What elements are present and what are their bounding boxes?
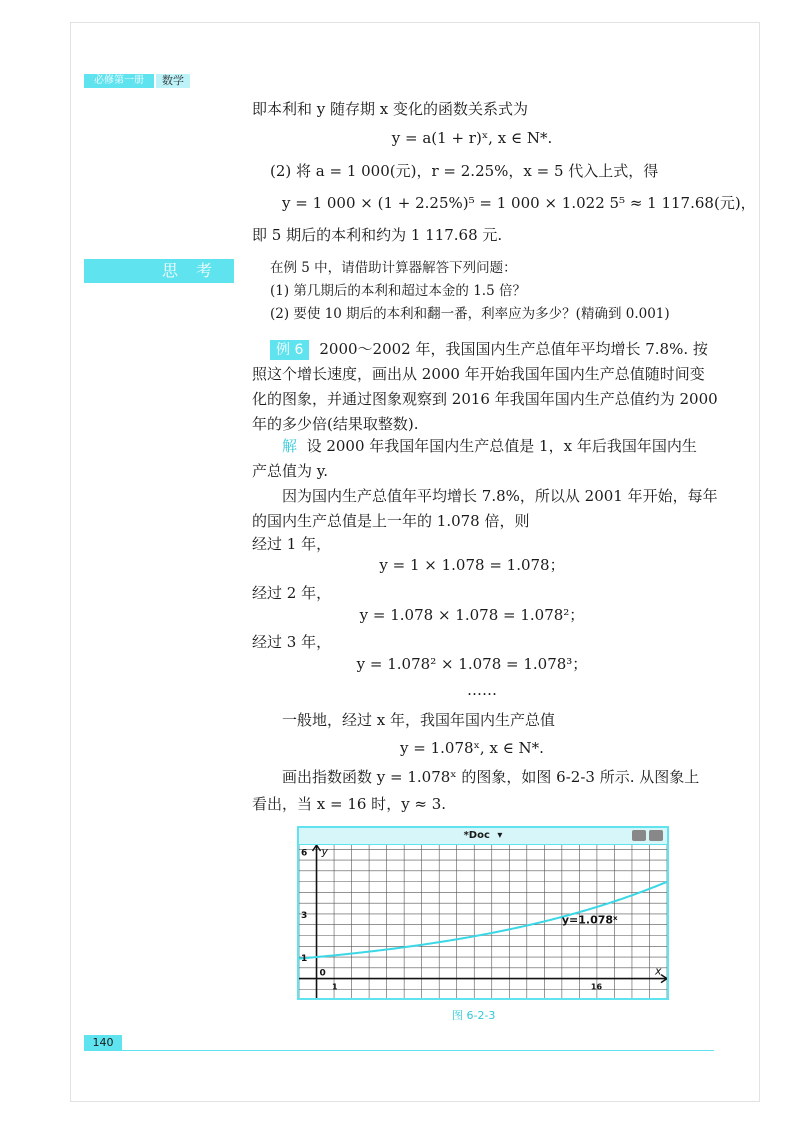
solution-line-15: 看出，当 x = 16 时，y ≈ 3.	[252, 795, 447, 813]
solution-line-2: 产总值为 y.	[252, 462, 329, 480]
chevron-down-icon: ▾	[497, 830, 503, 841]
text-line-5: 即 5 期后的本利和约为 1 117.68 元.	[252, 226, 503, 244]
x-tick-label-16: 16	[590, 982, 603, 992]
text-line-3: (2) 将 a = 1 000(元)，r = 2.25%，x = 5 代入上式，得	[270, 162, 659, 180]
example-6-line-2: 照这个增长速度，画出从 2000 年开始我国年国内生产总值随时间变	[252, 365, 705, 383]
page-number: 140	[84, 1035, 122, 1051]
solution-formula-3: y = 1.078² × 1.078 = 1.078³；	[356, 655, 588, 673]
figure-window-title: *Doc	[463, 830, 490, 841]
running-header	[84, 74, 190, 88]
solution-line-14: 画出指数函数 y = 1.078ˣ 的图象，如图 6-2-3 所示. 从图象上	[282, 768, 700, 786]
footer-rule	[84, 1050, 714, 1051]
example-6-line-4: 年的多少倍(结果取整数).	[252, 415, 419, 433]
calculator-figure	[297, 826, 669, 1000]
solution-ellipsis: ……	[467, 681, 497, 699]
subject-title: 数学	[156, 74, 190, 88]
y-tick-label-3: 3	[301, 910, 308, 921]
battery-icon	[632, 830, 646, 841]
curve-label: y=1.078ˣ	[561, 913, 618, 927]
x-axis-label: x	[655, 964, 662, 978]
solution-text-1: 设 2000 年我国年国内生产总值是 1，x 年后我国年国内生	[306, 437, 697, 455]
solution-line-5: 经过 1 年，	[252, 535, 332, 553]
y-tick-label-1: 1	[301, 954, 308, 965]
example-text-1: 2000～2002 年，我国国内生产总值年平均增长 7.8%. 按	[319, 340, 708, 358]
formula-2: y = 1 000 × (1 + 2.25%)⁵ = 1 000 × 1.022 5⁵ ≈ 1 117.68(元)，	[282, 194, 756, 212]
origin-label: 0	[319, 968, 326, 979]
example-6-line-1	[270, 339, 708, 360]
example-label: 例 6	[270, 340, 309, 360]
example-6-line-3: 化的图象，并通过图象观察到 2016 年我国年国内生产总值约为 2000	[252, 390, 718, 408]
figure-window-title-bar	[299, 828, 667, 845]
think-question-intro: 在例 5 中，请借助计算器解答下列问题：	[270, 260, 517, 276]
solution-line-1	[282, 436, 697, 456]
solution-line-7: 经过 2 年，	[252, 584, 332, 602]
solution-formula-1: y = 1 × 1.078 = 1.078；	[379, 556, 565, 574]
solution-formula-4: y = 1.078ˣ, x ∈ N*.	[400, 739, 544, 757]
y-tick-label-6: 6	[301, 848, 308, 859]
book-title: 必修第一册	[84, 74, 154, 88]
x-tick-label-1: 1	[332, 982, 338, 992]
close-icon	[649, 830, 663, 841]
solution-label: 解	[282, 437, 298, 455]
solution-line-3: 因为国内生产总值年平均增长 7.8%，所以从 2001 年开始，每年	[282, 487, 718, 505]
think-question-2: (2) 要使 10 期后的本利和翻一番，利率应为多少？(精确到 0.001)	[270, 306, 670, 322]
solution-line-4: 的国内生产总值是上一年的 1.078 倍，则	[252, 512, 530, 530]
solution-formula-2: y = 1.078 × 1.078 = 1.078²；	[359, 606, 585, 624]
formula-1: y = a(1 + r)ˣ, x ∈ N*.	[391, 129, 553, 147]
solution-line-12: 一般地，经过 x 年，我国年国内生产总值	[282, 711, 555, 729]
think-question-1: (1) 第几期后的本利和超过本金的 1.5 倍？	[270, 283, 526, 299]
text-line-1: 即本利和 y 随存期 x 变化的函数关系式为	[252, 100, 529, 118]
solution-line-9: 经过 3 年，	[252, 633, 332, 651]
y-axis-label: y	[321, 845, 329, 858]
figure-caption: 图 6-2-3	[452, 1009, 496, 1022]
function-graph	[299, 845, 667, 998]
think-label: 思考	[84, 259, 234, 283]
